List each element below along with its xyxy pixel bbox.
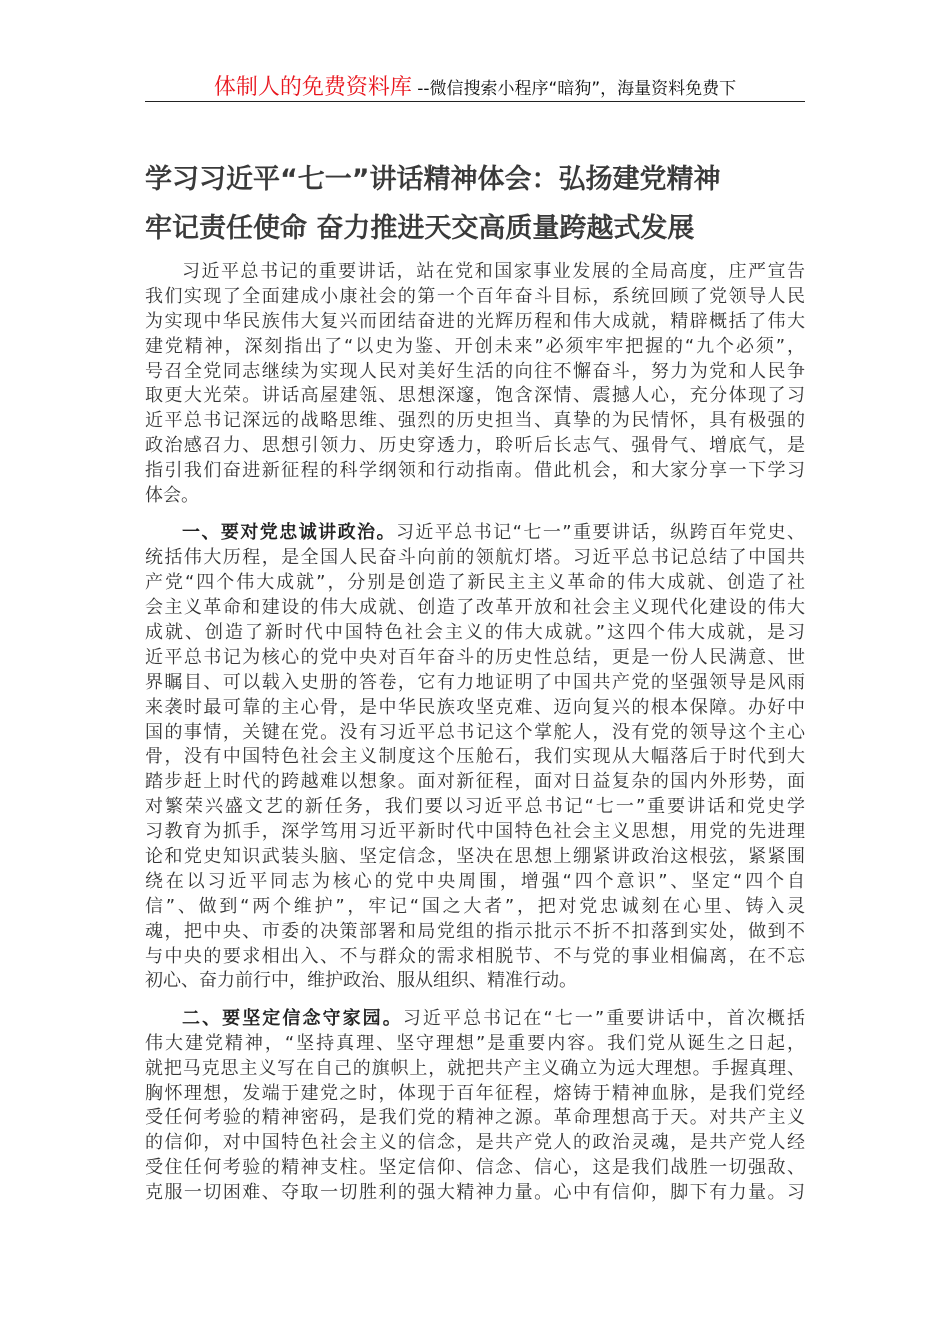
line-text: 胸怀理想，发端于建党之时，体现于百年征程，熔铸于精神血脉，是我们党经 <box>145 1082 805 1104</box>
document-body <box>145 260 805 1218</box>
line-text: 初心、奋力前行中，维护政治、服从组织、精准行动。 <box>145 970 577 992</box>
text-line <box>145 795 805 820</box>
line-text: 来袭时最可靠的主心骨，是中华民族攻坚克难、迈向复兴的根本保障。办好中 <box>145 696 805 718</box>
text-line <box>145 945 805 970</box>
text-line <box>145 384 805 409</box>
text-line <box>145 571 805 596</box>
paragraph <box>145 521 805 994</box>
text-line <box>145 360 805 385</box>
text-line <box>145 770 805 795</box>
paragraph <box>145 260 805 509</box>
text-line <box>145 409 805 434</box>
header-slogan: --微信搜索小程序“暗狗”，海量资料免费下 <box>411 79 737 99</box>
line-text: 习近平总书记在“七一”重要讲话中，首次概括 <box>402 1007 805 1029</box>
line-text: 伟大建党精神，“坚持真理、坚守理想”是重要内容。我们党从诞生之日起， <box>145 1032 805 1054</box>
text-line <box>145 646 805 671</box>
line-text: 对繁荣兴盛文艺的新任务，我们要以习近平总书记“七一”重要讲话和党史学 <box>145 796 805 818</box>
line-text: 骨，没有中国特色社会主义制度这个压舱石，我们实现从大幅落后于时代到大 <box>145 746 805 768</box>
text-line <box>145 870 805 895</box>
text-line <box>145 1032 805 1057</box>
text-line <box>145 1156 805 1181</box>
line-text: 产党“四个伟大成就”，分别是创造了新民主主义革命的伟大成就、创造了社 <box>145 572 805 594</box>
text-line <box>145 1082 805 1107</box>
line-text: 的信仰，对中国特色社会主义的信念，是共产党人的政治灵魂，是共产党人经 <box>145 1132 805 1154</box>
line-text: 会主义革命和建设的伟大成就、创造了改革开放和社会主义现代化建设的伟大 <box>145 597 805 619</box>
text-line <box>145 546 805 571</box>
text-line <box>145 596 805 621</box>
line-text: 近平总书记为核心的党中央对百年奋斗的历史性总结，更是一份人民满意、世 <box>145 646 805 668</box>
line-text: 克服一切困难、夺取一切胜利的强大精神力量。心中有信仰，脚下有力量。习 <box>145 1182 805 1204</box>
text-line <box>145 434 805 459</box>
text-line <box>145 484 805 509</box>
line-text: 绕在以习近平同志为核心的党中央周围，增强“四个意识”、坚定“四个自 <box>145 870 805 892</box>
line-text: 信”、做到“两个维护”，牢记“国之大者”，把对党忠诚刻在心里、铸入灵 <box>145 895 805 917</box>
line-text: 论和党史知识武装头脑、坚定信念，坚决在思想上绷紧讲政治这根弦，紧紧围 <box>145 845 805 867</box>
text-line <box>145 459 805 484</box>
title-line-2: 牢记责任使命 奋力推进天交高质量跨越式发展 <box>145 213 695 244</box>
text-line <box>145 260 805 285</box>
line-text: 界瞩目、可以载入史册的答卷，它有力地证明了中国共产党的坚强领导是风雨 <box>145 671 805 693</box>
text-line <box>145 845 805 870</box>
text-line <box>145 721 805 746</box>
text-line <box>145 969 805 994</box>
line-text: 建党精神，深刻指出了“以史为鉴、开创未来”必须牢牢把握的“九个必须”， <box>145 335 805 357</box>
line-text: 我们实现了全面建成小康社会的第一个百年奋斗目标，系统回顾了党领导人民 <box>145 285 805 307</box>
text-line <box>145 310 805 335</box>
line-text: 政治感召力、思想引领力、历史穿透力，聆听后长志气、强骨气、增底气，是 <box>145 435 805 457</box>
line-text: 近平总书记深远的战略思维、强烈的历史担当、真挚的为民情怀，具有极强的 <box>145 410 805 432</box>
line-text: 成就、创造了新时代中国特色社会主义的伟大成就。”这四个伟大成就，是习 <box>145 621 805 643</box>
text-line <box>145 335 805 360</box>
document-title <box>145 155 825 253</box>
text-line <box>145 521 805 546</box>
title-line-1: 学习习近平“七一”讲话精神体会：弘扬建党精神 <box>145 164 721 195</box>
header-brand: 体制人的免费资料库 <box>213 75 412 100</box>
text-line <box>145 1106 805 1131</box>
text-line <box>145 1057 805 1082</box>
line-text: 统括伟大历程，是全国人民奋斗向前的领航灯塔。习近平总书记总结了中国共 <box>145 547 805 569</box>
text-line <box>145 1007 805 1032</box>
line-text: 体会。 <box>145 485 199 507</box>
section-heading: 一、要对党忠诚讲政治。 <box>182 522 396 544</box>
page-header <box>145 70 805 102</box>
line-text: 指引我们奋进新征程的科学纲领和行动指南。借此机会，和大家分享一下学习 <box>145 460 805 482</box>
section-heading: 二、要坚定信念守家园。 <box>182 1007 403 1029</box>
text-line <box>145 696 805 721</box>
text-line <box>145 621 805 646</box>
line-text: 受任何考验的精神密码，是我们党的精神之源。革命理想高于天。对共产主义 <box>145 1107 805 1129</box>
line-text: 踏步赶上时代的跨越难以想象。面对新征程，面对日益复杂的国内外形势，面 <box>145 771 805 793</box>
line-text: 国的事情，关键在党。没有习近平总书记这个掌舵人，没有党的领导这个主心 <box>145 721 805 743</box>
line-text: 习教育为抓手，深学笃用习近平新时代中国特色社会主义思想，用党的先进理 <box>145 821 805 843</box>
line-text: 就把马克思主义写在自己的旗帜上，就把共产主义确立为远大理想。手握真理、 <box>145 1057 805 1079</box>
line-text: 魂，把中央、市委的决策部署和局党组的指示批示不折不扣落到实处，做到不 <box>145 920 805 942</box>
text-line <box>145 920 805 945</box>
line-text: 受住任何考验的精神支柱。坚定信仰、信念、信心，这是我们战胜一切强敌、 <box>145 1157 805 1179</box>
line-text: 习近平总书记“七一”重要讲话，纵跨百年党史、 <box>395 522 805 544</box>
text-line <box>145 820 805 845</box>
text-line <box>145 895 805 920</box>
text-line <box>145 671 805 696</box>
line-text: 号召全党同志继续为实现人民对美好生活的向往不懈奋斗，努力为党和人民争 <box>145 360 805 382</box>
line-text: 与中央的要求相出入、不与群众的需求相脱节、不与党的事业相偏离，在不忘 <box>145 945 805 967</box>
paragraph <box>145 1007 805 1206</box>
text-line <box>145 745 805 770</box>
line-text: 习近平总书记的重要讲话，站在党和国家事业发展的全局高度，庄严宣告 <box>182 261 805 282</box>
text-line <box>145 1131 805 1156</box>
text-line <box>145 1181 805 1206</box>
line-text: 为实现中华民族伟大复兴而团结奋进的光辉历程和伟大成就，精辟概括了伟大 <box>145 310 805 332</box>
text-line <box>145 285 805 310</box>
line-text: 取更大光荣。讲话高屋建瓴、思想深邃，饱含深情、震撼人心，充分体现了习 <box>145 385 805 407</box>
